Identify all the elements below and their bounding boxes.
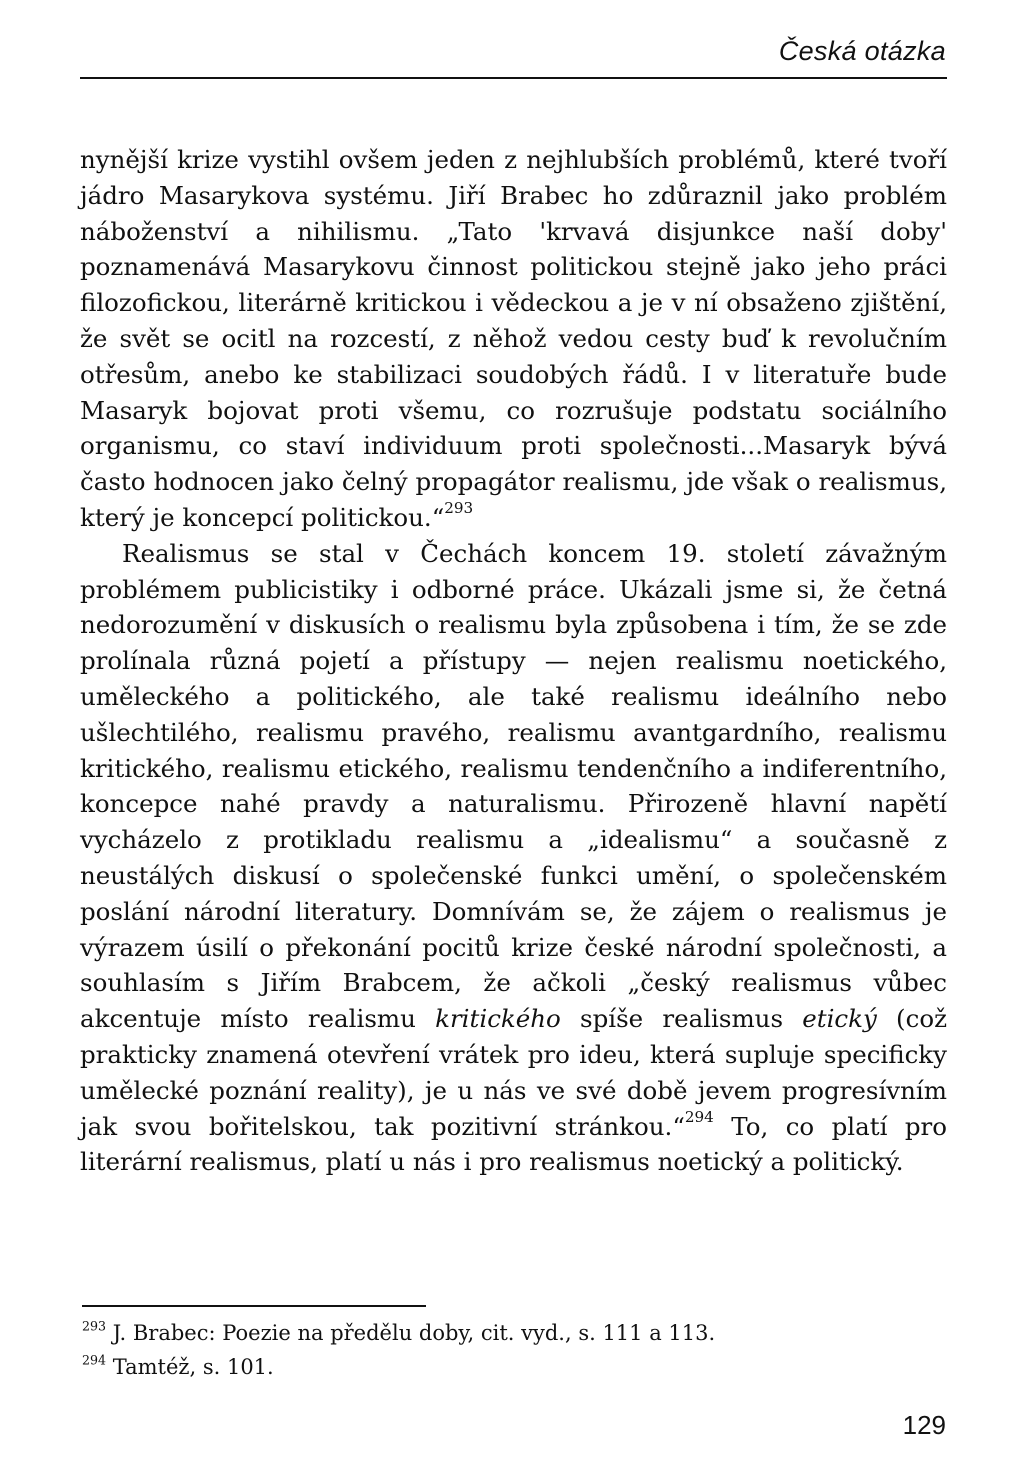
footnote-mark: 294 bbox=[82, 1352, 107, 1368]
footnote-rule bbox=[82, 1305, 426, 1307]
paragraph-2-emphasis-kritickeho: kritického bbox=[435, 1004, 561, 1034]
paragraph-1-text: nynější krize vystihl ovšem jeden z nejhlubších problémů, které tvoří jádro Masarykova systému. Jiří Brabec ho zdůraznil jako problém náboženství a nihilismu. „Tato 'krvavá disjunkce naší doby' poznamenává Masarykovu činnost politickou stejně jako jeho práci filozofickou, literárně kritickou i vědeckou a je v ní obsaženo zjištění, že svět se ocitl na rozcestí, z něhož vedou cesty buď k revolučním otřesům, anebo ke stabilizaci soudobých řádů. I v literatuře bude Masaryk bojovat proti všemu, co rozrušuje podstatu sociálního organismu, co staví individuum proti společnosti...Masaryk bývá často hodnocen jako čelný propagátor realismu, jde však o realismus, který je koncepcí politickou.“ bbox=[80, 145, 947, 532]
main-text bbox=[80, 142, 947, 1180]
page-number: 129 bbox=[902, 1410, 946, 1440]
footnote-ref-294: 294 bbox=[684, 1107, 714, 1126]
footnote-mark: 293 bbox=[82, 1318, 107, 1334]
paragraph-2-text-part-1: Realismus se stal v Čechách koncem 19. století závažným problémem publicistiky i odborné práce. Ukázali jsme si, že četná nedorozumění v diskusích o realismu byla způsobena i tím, že se zde prolínala různá pojetí a přístupy — nejen realismu noetického, uměleckého a politického, ale také realismu ideálního nebo ušlechtilého, realismu pravého, realismu avantgardního, realismu kritického, realismu etického, realismu tendenčního a indiferentního, koncepce nahé pravdy a naturalismu. Přirozeně hlavní napětí vycházelo z protikladu realismu a „idealismu“ a současně z neustálých diskusí o společenské funkci umění, o společenském poslání národní literatury. Domnívám se, že zájem o realismus je výrazem úsilí o překonání pocitů krize české národní společnosti, a souhlasím s Jiřím Brabcem, že ačkoli „český realismus vůbec akcentuje místo realismu bbox=[80, 538, 947, 1034]
footnote-293 bbox=[82, 1316, 942, 1350]
header-rule bbox=[80, 77, 947, 79]
paragraph-2-emphasis-eticky: etický bbox=[802, 1004, 877, 1034]
paragraph-2-text-part-4: To, co platí pro literární realismus, platí u nás i pro realismus noetický a politický. bbox=[80, 1111, 947, 1177]
running-head-title: Česká otázka bbox=[778, 36, 946, 66]
footnotes bbox=[82, 1316, 942, 1384]
footnote-text: Tamtéž, s. 101. bbox=[112, 1355, 274, 1379]
paragraph-1 bbox=[80, 142, 947, 536]
footnote-ref-293: 293 bbox=[444, 499, 474, 518]
paragraph-2-text-part-2: spíše realismus bbox=[560, 1004, 803, 1034]
footnote-text: J. Brabec: Poezie na předělu doby, cit. vyd., s. 111 a 113. bbox=[112, 1321, 716, 1345]
footnote-294 bbox=[82, 1350, 942, 1384]
paragraph-2-text-part-3: (což prakticky znamená otevření vrátek pro ideu, která supluje specificky umělecké poznání reality), je u nás ve své době jevem progresívním jak svou bořitelskou, tak pozitivní stránkou.“ bbox=[80, 1004, 947, 1141]
paragraph-2 bbox=[80, 536, 947, 1180]
